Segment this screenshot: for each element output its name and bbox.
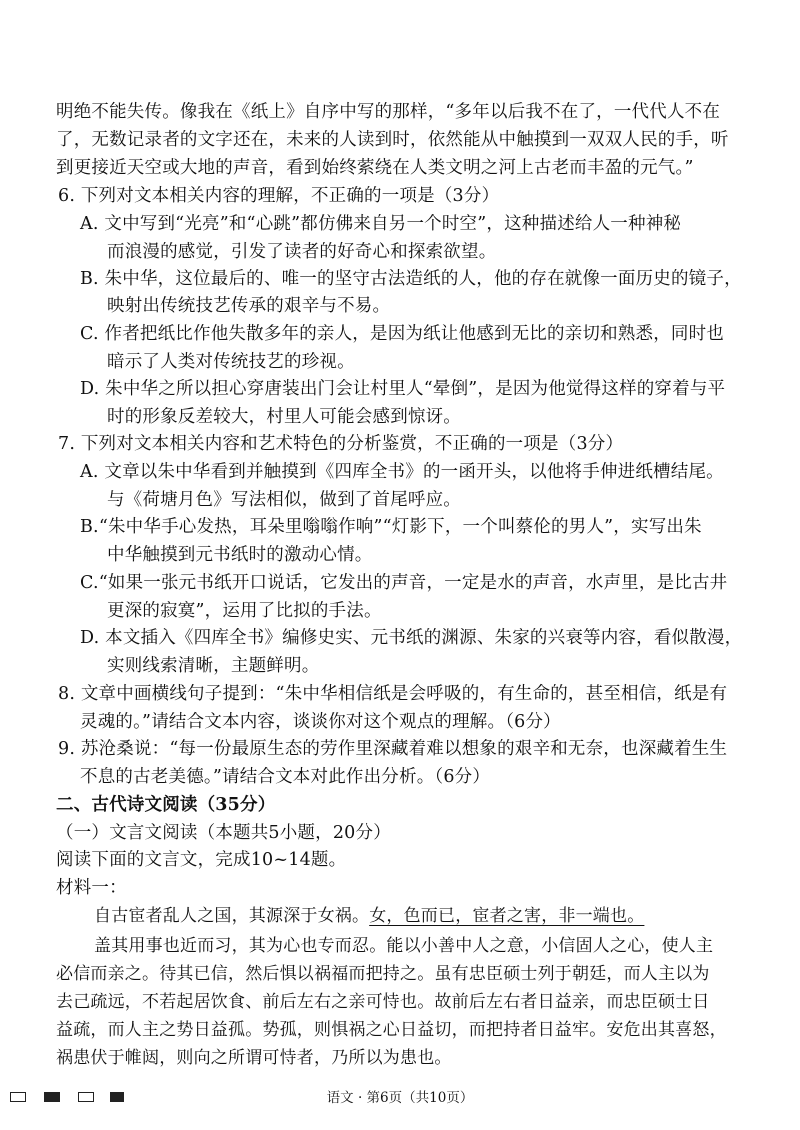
q6-option-a-line2: 而浪漫的感觉，引发了读者的好奇心和探索欲望。 [107, 242, 497, 262]
q7-option-a-line2: 与《荷塘月色》写法相似，做到了首尾呼应。 [107, 490, 461, 510]
q6-option-b-line2: 映射出传统技艺传承的艰辛与不易。 [107, 296, 391, 316]
section-2-subtitle: （一）文言文阅读（本题共5小题，20分） [56, 823, 391, 843]
q7-option-c-line1: C.“如果一张元书纸开口说话，它发出的声音，一定是水的声音，水声里，是比古井 [80, 573, 728, 593]
question-9-line1: 9. 苏沧桑说：“每一份最原生态的劳作里深藏着难以想象的艰辛和无奈，也深藏着生生 [58, 739, 728, 759]
classical-line-1-plain: 自古宦者乱人之国，其源深于女祸。 [94, 906, 370, 926]
classical-line-1 [94, 904, 644, 928]
classical-line-3: 必信而亲之。待其已信，然后惧以祸福而把持之。虽有忠臣硕士列于朝廷，而人主以为 [56, 964, 710, 984]
q6-option-a-line1: A. 文中写到“光亮”和“心跳”都仿佛来自另一个时空”，这种描述给人一种神秘 [80, 214, 682, 234]
q6-option-c-line1: C. 作者把纸比作他失散多年的亲人，是因为纸让他感到无比的亲切和熟悉，同时也 [80, 324, 724, 344]
classical-line-5: 益疏，而人主之势日益孤。势孤，则惧祸之心日益切，而把持者日益牢。安危出其喜怒， [56, 1020, 727, 1040]
question-7-stem: 7. 下列对文本相关内容和艺术特色的分析鉴赏，不正确的一项是（3分） [58, 434, 624, 454]
q6-option-d-line1: D. 朱中华之所以担心穿唐装出门会让村里人“晕倒”，是因为他觉得这样的穿着与平 [80, 379, 726, 399]
q7-option-d-line2: 实则线索清晰，主题鲜明。 [107, 656, 320, 676]
q7-option-a-line1: A. 文章以朱中华看到并触摸到《四库全书》的一函开头，以他将手伸进纸槽结尾。 [80, 462, 724, 482]
section-2-title: 二、古代诗文阅读（35分） [56, 795, 276, 815]
material-1-label: 材料一： [56, 878, 127, 898]
q6-option-b-line1: B. 朱中华，这位最后的、唯一的坚守古法造纸的人，他的存在就像一面历史的镜子， [80, 269, 742, 289]
q6-option-d-line2: 时的形象反差较大，村里人可能会感到惊讶。 [107, 407, 461, 427]
q6-option-c-line2: 暗示了人类对传统技艺的珍视。 [107, 352, 355, 372]
q7-option-d-line1: D. 本文插入《四库全书》编修史实、元书纸的渊源、朱家的兴衰等内容，看似散漫， [80, 628, 743, 648]
passage-line-2: 了，无数记录者的文字还在，未来的人读到时，依然能从中触摸到一双双人民的手，听 [56, 130, 729, 150]
classical-underlined-sentence: 女，色而已，宦者之害，非一端也。 [369, 906, 645, 926]
page-footer: 语文 · 第6页（共10页） [326, 1090, 474, 1106]
section-2-instruction: 阅读下面的文言文，完成10~14题。 [56, 850, 347, 870]
classical-line-4: 去己疏远，不若起居饮食、前后左右之亲可恃也。故前后左右者日益亲，而忠臣硕士日 [56, 992, 710, 1012]
question-8-line2: 灵魂的。”请结合文本内容，谈谈你对这个观点的理解。（6分） [80, 712, 561, 732]
q7-option-b-line2: 中华触摸到元书纸时的激动心情。 [107, 545, 373, 565]
passage-line-1: 明绝不能失传。像我在《纸上》自序中写的那样，“多年以后我不在了，一代代人不在 [56, 102, 721, 122]
question-9-line2: 不息的古老美德。”请结合文本对此作出分析。（6分） [80, 767, 491, 787]
q7-option-b-line1: B.“朱中华手心发热，耳朵里嗡嗡作响”“灯影下，一个叫蔡伦的男人”，实写出朱 [80, 517, 702, 537]
q7-option-c-line2: 更深的寂寞”，运用了比拟的手法。 [107, 601, 382, 621]
question-8-line1: 8. 文章中画横线句子提到：“朱中华相信纸是会呼吸的，有生命的，甚至相信，纸是有 [58, 684, 728, 704]
question-6-stem: 6. 下列对文本相关内容的理解，不正确的一项是（3分） [58, 186, 500, 206]
passage-line-3: 到更接近天空或大地的声音，看到始终萦绕在人类文明之河上古老而丰盈的元气。” [56, 158, 694, 178]
classical-line-2: 盖其用事也近而习，其为心也专而忍。能以小善中人之意，小信固人之心，使人主 [94, 936, 714, 956]
classical-line-6: 祸患伏于帷闼，则向之所谓可恃者，乃所以为患也。 [56, 1048, 452, 1068]
